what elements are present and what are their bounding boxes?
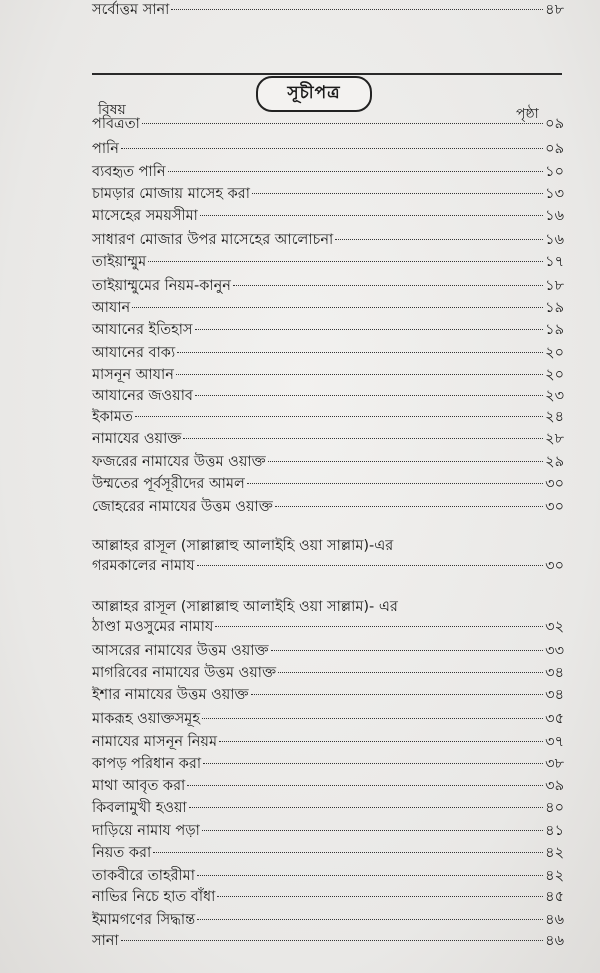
toc-entry-label: আযানের বাক্য — [92, 345, 176, 361]
toc-entry-label: দাড়িয়ে নামায পড়া — [92, 823, 200, 839]
page-column-heading: পৃষ্ঠা — [516, 106, 539, 122]
dot-leader — [251, 694, 544, 695]
dot-leader — [132, 307, 543, 308]
toc-entry — [92, 910, 564, 930]
toc-entry-label: ঠাণ্ডা মওসুমের নামায — [92, 619, 214, 635]
toc-entry-label: গরমকালের নামায — [92, 558, 195, 574]
toc-entry — [92, 866, 564, 886]
toc-entry — [92, 343, 564, 363]
toc-entry-label: উম্মতের পূর্বসূরীদের আমল — [92, 476, 245, 492]
toc-entry — [92, 162, 564, 182]
toc-entry — [92, 365, 564, 385]
toc-entry-label: নামাযের ওয়াক্ত — [92, 431, 182, 447]
toc-entry-label: মাথা আবৃত করা — [92, 778, 186, 794]
toc-entry-page: ৪০ — [545, 800, 564, 816]
toc-entry — [92, 252, 564, 272]
toc-entry-page: ৪৫ — [545, 889, 564, 905]
toc-entry-page: ৪৮ — [545, 2, 564, 18]
dot-leader — [275, 506, 543, 507]
toc-entry-label: নামাযের মাসনূন নিয়ম — [92, 734, 218, 750]
toc-entry-page: ১০ — [545, 164, 564, 180]
toc-entry — [92, 663, 564, 683]
toc-entry-label: চামড়ার মোজায় মাসেহ করা — [92, 186, 250, 202]
toc-entry — [92, 931, 564, 951]
dot-leader — [197, 875, 543, 876]
toc-entry-page: ৪৬ — [545, 933, 564, 949]
dot-leader — [176, 374, 543, 375]
toc-entry-label: ইকামত — [92, 409, 133, 425]
toc-entry — [92, 887, 564, 907]
dot-leader — [215, 626, 543, 627]
dot-leader — [197, 919, 543, 920]
dot-leader — [121, 940, 544, 941]
dot-leader — [233, 285, 543, 286]
dot-leader — [121, 148, 543, 149]
toc-entry-label: কাপড় পরিধান করা — [92, 756, 202, 772]
dot-leader — [202, 718, 543, 719]
toc-entry-page: ৪২ — [545, 868, 564, 884]
dot-leader — [142, 123, 543, 124]
dot-leader — [202, 830, 543, 831]
toc-entry-page: ১৭ — [545, 254, 564, 270]
toc-entry-page: ১৩ — [545, 186, 564, 202]
toc-entry-page: ৩৮ — [545, 756, 564, 772]
toc-entry-page: ৩৭ — [545, 734, 564, 750]
toc-entry-page: ১৬ — [545, 208, 564, 224]
toc-entry — [92, 139, 564, 159]
toc-entry-label: আযানের জওয়াব — [92, 388, 193, 404]
dot-leader — [187, 785, 543, 786]
toc-entry-page: ৩৯ — [545, 778, 564, 794]
dot-leader — [183, 438, 543, 439]
dot-leader — [252, 193, 543, 194]
toc-entry-label: আযান — [92, 300, 131, 316]
dot-leader — [197, 565, 544, 566]
toc-entry-label: আসরের নামাযের উত্তম ওয়াক্ত — [92, 643, 269, 659]
toc-entry-label: জোহরের নামাযের উত্তম ওয়াক্ত — [92, 499, 273, 515]
toc-entry-page: ২০ — [545, 367, 564, 383]
toc-entry — [92, 754, 564, 774]
dot-leader — [195, 329, 544, 330]
toc-entry — [92, 732, 564, 752]
toc-entry-page: ৩২ — [545, 619, 564, 635]
toc-title: সূচীপত্র — [256, 76, 372, 112]
dot-leader — [278, 672, 543, 673]
toc-entry-label: পানি — [92, 141, 119, 157]
toc-entry-label: সর্বোত্তম সানা — [92, 2, 170, 18]
toc-entry-label: মাসনূন আযান — [92, 367, 174, 383]
dot-leader — [203, 763, 543, 764]
dot-leader — [153, 852, 543, 853]
toc-entry-page: ৩৪ — [545, 687, 564, 703]
toc-entry — [92, 298, 564, 318]
toc-entry-page: ৩৫ — [545, 711, 564, 727]
toc-entry-label: কিবলামুখী হওয়া — [92, 800, 187, 816]
toc-entry-page: ৩০ — [545, 476, 564, 492]
toc-entry-label: ইশার নামাযের উত্তম ওয়াক্ত — [92, 687, 249, 703]
dot-leader — [217, 896, 543, 897]
toc-entry — [92, 474, 564, 494]
toc-entry — [92, 429, 564, 449]
toc-entry — [92, 497, 564, 517]
toc-entry — [92, 184, 564, 204]
toc-entry — [92, 843, 564, 863]
toc-entry-label: তাইয়াম্মুমের নিয়ম-কানুন — [92, 278, 231, 294]
toc-entry — [92, 556, 564, 576]
toc-entry-label: মাগরিবের নামাযের উত্তম ওয়াক্ত — [92, 665, 277, 681]
toc-entry-label: তাকবীরে তাহরীমা — [92, 868, 195, 884]
toc-entry-label: সানা — [92, 933, 119, 949]
dot-leader — [171, 9, 543, 10]
toc-entry-label: ইমামগণের সিদ্ধান্ত — [92, 912, 196, 928]
toc-entry-page: ৩০ — [545, 558, 564, 574]
dot-leader — [177, 352, 543, 353]
toc-entry-page: ৩০ — [545, 499, 564, 515]
toc-entry — [92, 452, 564, 472]
toc-entry — [92, 114, 564, 134]
toc-entry-label: তাইয়াম্মুম — [92, 254, 147, 270]
toc-entry-label: ফজরের নামাযের উত্তম ওয়াক্ত — [92, 454, 266, 470]
toc-entry-page: ১৯ — [545, 322, 564, 338]
toc-entry — [92, 386, 564, 406]
dot-leader — [335, 239, 543, 240]
toc-entry-page: ২৪ — [545, 409, 564, 425]
subject-column-heading: বিষয় — [98, 102, 126, 118]
toc-entry-page: ১৮ — [545, 278, 564, 294]
toc-entry — [92, 206, 564, 226]
toc-entry — [92, 276, 564, 296]
toc-entry — [92, 641, 564, 661]
toc-entry-page: ২৩ — [545, 388, 564, 404]
toc-entry-page: ১৬ — [545, 232, 564, 248]
toc-entry — [92, 709, 564, 729]
toc-entry — [92, 798, 564, 818]
toc-entry-label: পবিত্রতা — [92, 116, 140, 132]
toc-entry-page: ০৯ — [545, 141, 564, 157]
dot-leader — [219, 741, 543, 742]
toc-entry-page: ২৮ — [545, 431, 564, 447]
toc-entry-page: ৪২ — [545, 845, 564, 861]
toc-entry — [92, 230, 564, 250]
dot-leader — [168, 171, 544, 172]
toc-entry-page: ৪৬ — [545, 912, 564, 928]
dot-leader — [195, 395, 543, 396]
toc-entry-label: নাভির নিচে হাত বাঁধা — [92, 889, 216, 905]
toc-entry — [92, 617, 564, 637]
dot-leader — [268, 461, 543, 462]
toc-entry-page: ৩৪ — [545, 665, 564, 681]
toc-entry-label: নিয়ত করা — [92, 845, 152, 861]
toc-entry-page: ২৯ — [545, 454, 564, 470]
toc-entry — [92, 0, 564, 20]
dot-leader — [148, 261, 543, 262]
toc-entry — [92, 821, 564, 841]
toc-entry — [92, 776, 564, 796]
toc-entry-line1: আল্লাহর রাসূল (সাল্লাল্লাহু আলাইহি ওয়া সাল্লাম)-এর — [92, 538, 394, 554]
dot-leader — [247, 483, 543, 484]
toc-entry-page: ০৯ — [545, 116, 564, 132]
toc-entry-page: ১৯ — [545, 300, 564, 316]
toc-entry-label: সাধারণ মোজার উপর মাসেহের আলোচনা — [92, 232, 334, 248]
toc-entry — [92, 320, 564, 340]
toc-entry-label: মাসেহের সময়সীমা — [92, 208, 198, 224]
toc-entry-label: মাকরূহ ওয়াক্তসমূহ — [92, 711, 200, 727]
toc-entry-label: আযানের ইতিহাস — [92, 322, 193, 338]
dot-leader — [271, 650, 544, 651]
toc-entry-label: ব্যবহৃত পানি — [92, 164, 166, 180]
toc-entry-page: ৪১ — [545, 823, 564, 839]
toc-entry-page: ৩৩ — [545, 643, 564, 659]
toc-entry — [92, 685, 564, 705]
dot-leader — [200, 215, 543, 216]
dot-leader — [135, 416, 543, 417]
toc-entry-page: ২০ — [545, 345, 564, 361]
dot-leader — [189, 807, 543, 808]
toc-entry — [92, 407, 564, 427]
toc-entry-line1: আল্লাহর রাসূল (সাল্লাল্লাহু আলাইহি ওয়া সাল্লাম)- এর — [92, 599, 398, 615]
